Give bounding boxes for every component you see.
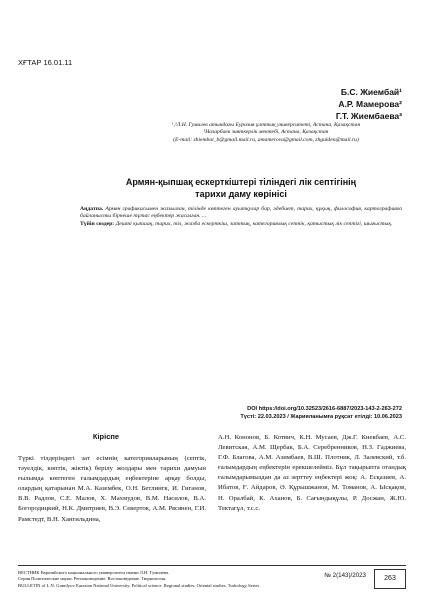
footer-line-2: Серия Политические науки. Регионоведение. Востоковедение. Тюркология. [18, 576, 167, 582]
body-column-2: А.Н. Кононов, Б. Котвич, К.Н. Мусаев, Дж.Г. Киекбаев, А.С. Левитская, А.М. Щербак, Б.А. Серебренников, Н.З. Гаджиева, Г.Ф. Благова, А.М. Азимбаев, В.Ш. Плотник, Л. Залевский, т.б. ғалымдардың еңбектерін ерекшелейміз. Бұл тақырыпта отандық ғалымдарымыздан да аз зерттеу еңбектері жоқ: А. Есқазиев, А. Ибатов, Ғ. Айдаров, Ә. Құрышжанов, М. Томанов, А. Ысқақов, Н. Оралбай, К. Аханов, Б. Сағындықұлы, Р. Досжан, Ж.Ю. Тектагұл, т.с.с. [218, 434, 406, 512]
abstract-label: Аңдатпа. [80, 206, 104, 212]
irsti-code: ХҒТАР 16.01.11 [18, 58, 73, 67]
body-column-1: Түркі тілдеріндегі зат есімнің категорияларының (септік, тәуелдік, көптік, жіктік) берілу жолдары мен тарихи дамуын ғылымда көптеген ғалымдардың еңбектеріне арқау болды, олардың қатарынан М.А. Казембек, О.Н. Бетлингк, И. Гиганов, В.В. Радлов, С.Е. Малов, Х. Махмудов, В.М. Насилов, В.А. Богородицкий, Н.К. Дмитриев, В.Э. Северток, А.М. Рясянен, Г.И. Рамстедт, В.Н. Хангильдина, [18, 455, 206, 523]
author-1[interactable]: Б.С. Жиембай¹ [340, 87, 402, 97]
affiliation-emails: (E-mail: zhiembai_b@gmail.mail.ru, amamerova@gmail.com, zhgulden@mail.ru) [173, 136, 359, 143]
introduction-heading: Кіріспе [92, 432, 120, 441]
keywords-text: Дешті қыпшақ, тарих, тіл, жазба ескерткіш, заттық, категориялық септік, қатыстық лік септігі, шығыстық. [115, 220, 393, 227]
doi-block [240, 405, 402, 421]
article-title [80, 176, 402, 200]
abstract [80, 206, 402, 228]
title-line-2: тарихи даму көрінісі [195, 189, 287, 199]
submission-dates: Түсті: 22.03.2023 / Жарияланымға рұқсат етілді: 10.06.2023 [240, 414, 402, 420]
author-3[interactable]: Г.Т. Жиембаева³ [335, 111, 402, 121]
author-list [336, 86, 402, 122]
page-number: 263 [374, 569, 406, 589]
journal-footer [18, 570, 318, 589]
title-line-1: Армян-қыпшақ ескерткіштері тіліндегі лік септігінің [125, 177, 357, 187]
footer-divider [18, 565, 406, 566]
author-2[interactable]: А.Р. Мамерова² [338, 99, 402, 109]
affiliations [130, 122, 402, 144]
keywords-label: Түйін сөздер: [80, 220, 115, 227]
issue-number: № 2(143)/2023 [324, 572, 366, 579]
doi-link[interactable]: DOI https://doi.org/10.32523/2616-6887/2023-143-2-263-272 [247, 406, 402, 412]
affiliation-1: ¹,²Л.Н. Гумилев атындағы Еуразия ұлттық университеті, Астана, Қазақстан [171, 122, 361, 128]
footer-line-1: ВЕСТНИК Евразийского национального университета имени Л.Н. Гумилева. [18, 570, 170, 575]
abstract-text: Армян графикасымен жазылған, тілінде көптеген ауытқулар бар, әдебиет, тарих, құқық, философия, картографияға байланысты бірнеше тұтас еңбектер жасалған. ... [80, 206, 402, 220]
affiliation-2: ³Назарбаев зияткерлік мектебі, Астана, Қазақстан [203, 129, 329, 136]
footer-line-3: BULLETIN of L.N. Gumilyov Eurasian National University. Political science. Regional studies. Oriental studies. Turkology Series [18, 582, 260, 588]
